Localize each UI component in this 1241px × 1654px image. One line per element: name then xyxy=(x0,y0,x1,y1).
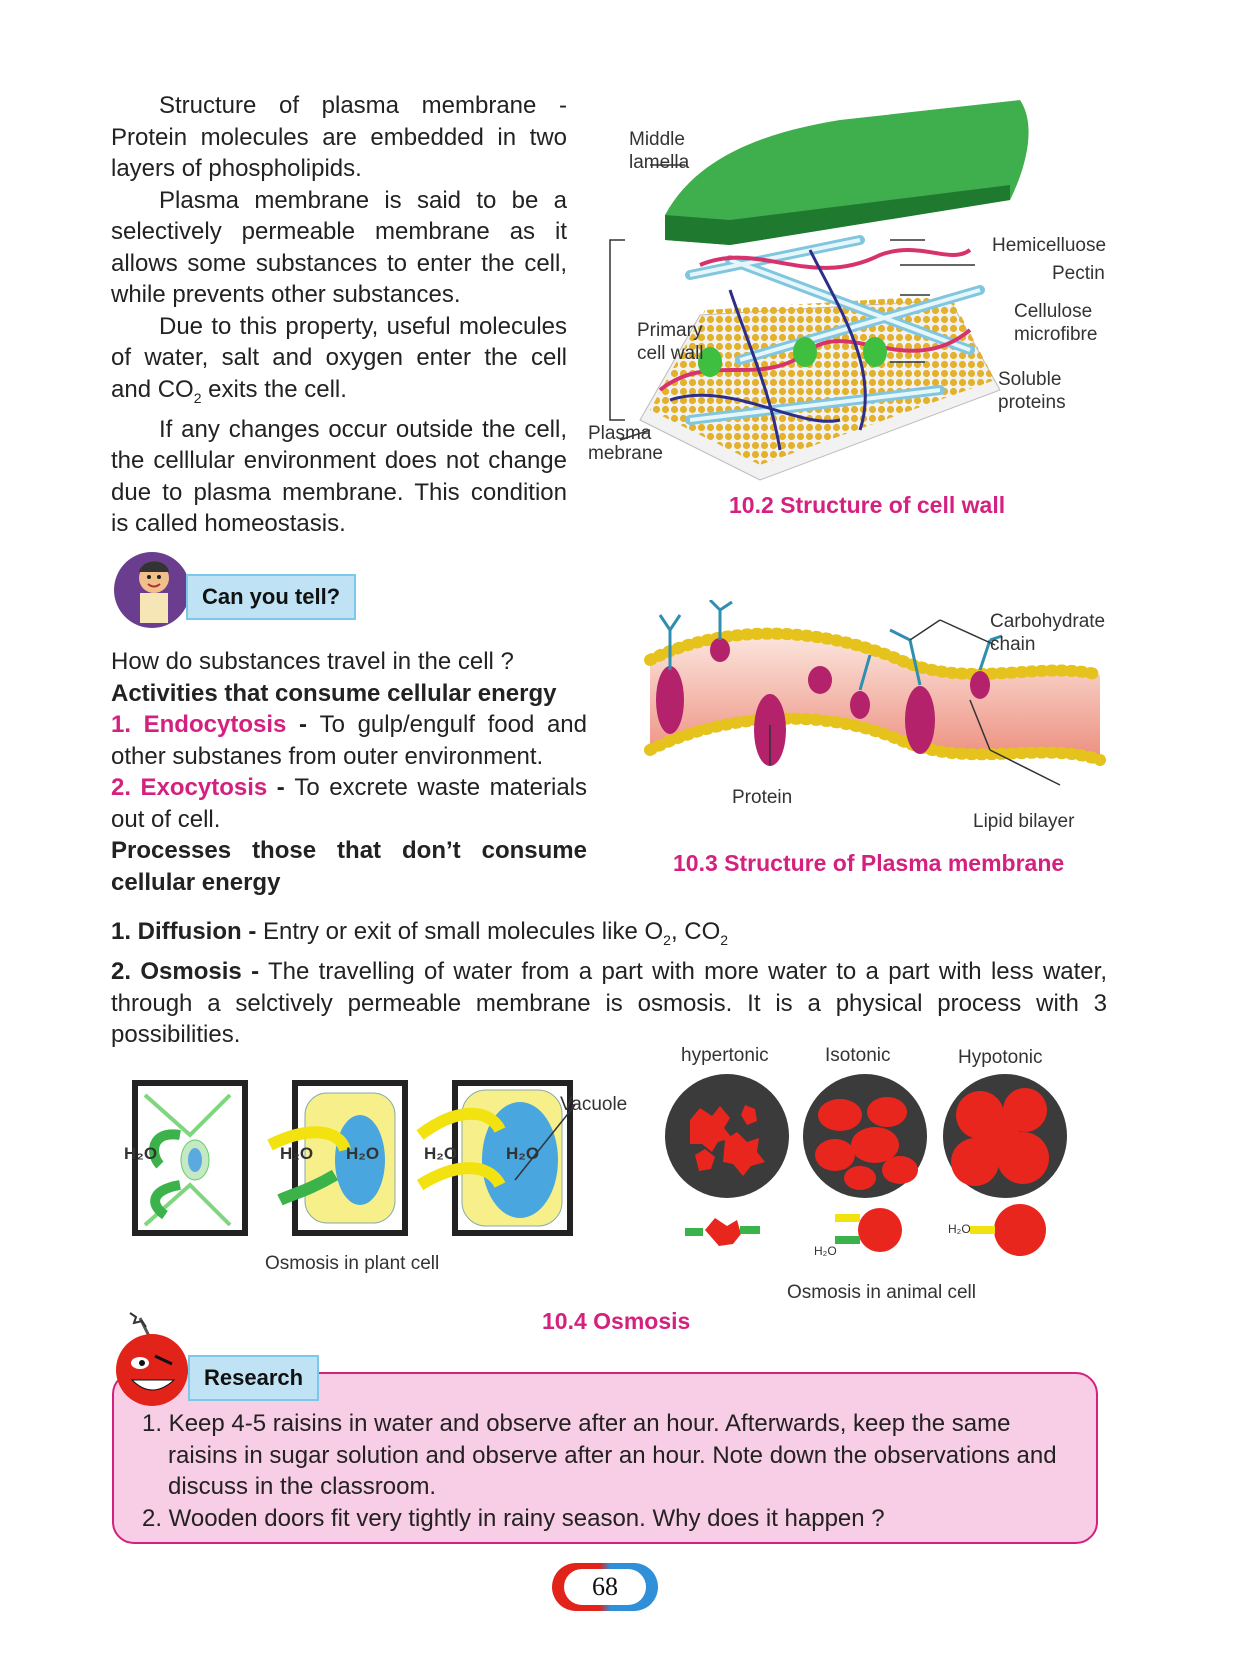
caption-osmosis: 10.4 Osmosis xyxy=(542,1308,691,1334)
plant-h2o-label: H₂O xyxy=(124,1144,158,1163)
animal-h2o-label: H₂O xyxy=(948,1222,971,1236)
paragraph-permeable: Plasma membrane is said to be a selectively permeable membrane as it allows some substances to enter the cell, while prevents other substances. xyxy=(111,186,567,308)
label-carbohydrate-chain: Carbohydrate chain xyxy=(990,611,1106,655)
boy-mascot-icon xyxy=(112,548,192,628)
label-hemicellulose: Hemicelluose xyxy=(992,235,1107,256)
can-you-tell-tab: Can you tell? xyxy=(186,574,356,620)
bomb-mascot-icon xyxy=(110,1308,200,1408)
heading-consume-energy: Activities that consume cellular energy xyxy=(111,679,557,707)
label-cellulose: Cellulose microfibre xyxy=(1014,301,1098,345)
animal-cell-osmosis-diagram xyxy=(665,1070,1085,1270)
research-item: 1. Keep 4-5 raisins in water and observe after an hour. Afterwards, keep the same raisins in sugar solution and observe after an hour. Note down the observations and discuss in the classroom. xyxy=(142,1410,1057,1500)
label-middle-lamella: Middle lamella xyxy=(629,129,690,173)
page-number-badge xyxy=(552,1563,658,1611)
label-soluble-proteins: Soluble proteins xyxy=(998,369,1066,413)
label-pectin: Pectin xyxy=(1052,263,1105,284)
label-lipid-bilayer: Lipid bilayer xyxy=(973,811,1075,832)
plant-h2o-label: H₂O xyxy=(280,1144,314,1163)
caption-animal-osmosis: Osmosis in animal cell xyxy=(787,1282,976,1303)
plant-h2o-label: H₂O xyxy=(506,1144,540,1163)
caption-cell-wall: 10.2 Structure of cell wall xyxy=(729,492,1006,518)
label-plasma-membrane: Plasma mebrane xyxy=(588,423,663,464)
research-item: 2. Wooden doors fit very tightly in rainy season. Why does it happen ? xyxy=(142,1504,885,1532)
research-list xyxy=(126,1408,1078,1534)
endocytosis-item: 1. Endocytosis - To gulp/engulf food and other substanes from outer environment. xyxy=(111,711,588,770)
paragraph-homeostasis: If any changes occur outside the cell, the celllular environment does not change due to plasma membrane. This condition is called homeostasis. xyxy=(111,415,567,538)
label-hypertonic: hypertonic xyxy=(681,1045,769,1066)
question-text: How do substances travel in the cell ? xyxy=(111,648,514,675)
diffusion-item: 1. Diffusion - Entry or exit of small molecules like $O_2$, $CO_2$ xyxy=(111,918,729,948)
paragraph-structure: Structure of plasma membrane - Protein molecules are embedded in two layers of phospholipids. xyxy=(111,92,567,182)
animal-h2o-label: H₂O xyxy=(814,1244,837,1258)
label-primary-wall: Primary cell wall xyxy=(637,320,704,364)
osmosis-item: 2. Osmosis - The travelling of water from a part with more water to a part with less water, through a selctively permeable membrane is osmosis. It is a physical process with 3 possibilities. xyxy=(111,958,1107,1049)
research-tab: Research xyxy=(188,1355,319,1401)
label-isotonic: Isotonic xyxy=(825,1045,891,1066)
caption-plant-osmosis: Osmosis in plant cell xyxy=(265,1253,440,1274)
cellular-energy-text xyxy=(111,646,587,898)
label-vacuole: Vacuole xyxy=(560,1094,628,1115)
process-text xyxy=(111,916,1107,1051)
heading-no-energy: Processes those that don’t consume cellular energy xyxy=(111,837,587,896)
page-number: 68 xyxy=(564,1569,646,1605)
caption-plasma-membrane: 10.3 Structure of Plasma membrane xyxy=(673,850,1065,876)
paragraph-property: Due to this property, useful molecules of water, salt and oxygen enter the cell and $CO_2$ exits the cell. xyxy=(111,312,567,406)
plant-h2o-label: H₂O xyxy=(424,1144,458,1163)
label-protein: Protein xyxy=(732,787,793,808)
label-hypotonic: Hypotonic xyxy=(958,1047,1043,1068)
intro-text xyxy=(111,90,567,540)
exocytosis-item: 2. Exocytosis - To excrete waste materials out of cell. xyxy=(111,774,588,833)
plant-h2o-label: H₂O xyxy=(346,1144,380,1163)
